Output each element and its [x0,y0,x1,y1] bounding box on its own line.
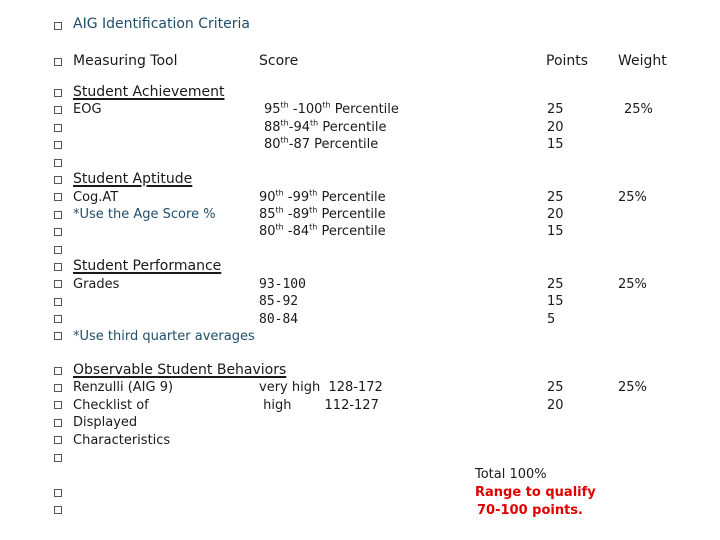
score-range: 90th -99th Percentile [259,188,386,205]
score-range: 88th-94th Percentile [264,118,387,135]
qualify-range-label: Range to qualify [475,485,596,500]
bullet-icon [54,332,62,340]
bullet-icon [54,419,62,427]
points-value: 25 [547,380,564,395]
bullet-icon [54,106,62,114]
points-value: 5 [547,312,556,327]
weight-value: 25% [624,102,653,117]
points-value: 15 [547,137,564,152]
bullet-icon [54,315,62,323]
score-range: 80th-87 Percentile [264,135,379,152]
bullet-icon [54,211,62,219]
performance-note: *Use third quarter averages [73,329,255,344]
points-value: 15 [547,294,564,309]
weight-value: 25% [618,190,647,205]
bullet-icon [54,58,62,66]
bullet-icon [54,298,62,306]
score-range: 85th -89th Percentile [259,205,386,222]
bullet-icon [54,124,62,132]
bullet-icon [54,506,62,514]
score-range: 80-84 [259,312,299,327]
tool-renzulli: Renzulli (AIG 9) [73,380,174,395]
points-value: 20 [547,398,564,413]
bullet-icon [54,436,62,444]
tool-eog: EOG [73,102,102,117]
aptitude-note: *Use the Age Score % [73,207,216,222]
bullet-icon [54,280,62,288]
points-value: 25 [547,190,564,205]
bullet-icon [54,454,62,462]
bullet-icon [54,489,62,497]
section-heading-behaviors: Observable Student Behaviors [73,362,287,378]
points-value: 15 [547,224,564,239]
bullet-icon [54,193,62,201]
bullet-icon [54,89,62,97]
score-range: 80th -84th Percentile [259,222,386,239]
header-points: Points [546,53,589,69]
bullet-icon [54,141,62,149]
bullet-icon [54,384,62,392]
bullet-icon [54,367,62,375]
header-weight: Weight [618,53,667,69]
bullet-icon [54,228,62,236]
points-value: 20 [547,120,564,135]
points-value: 25 [547,277,564,292]
section-heading-achievement: Student Achievement [73,84,225,100]
section-heading-performance: Student Performance [73,258,222,274]
bullet-icon [54,246,62,254]
tool-grades: Grades [73,277,120,292]
bullet-icon [54,401,62,409]
header-measuring-tool: Measuring Tool [73,53,178,69]
tool-renzulli: Characteristics [73,433,171,448]
score-range: high 112-127 [259,398,379,413]
qualify-range-value: 70-100 points. [477,503,583,518]
tool-cogat: Cog.AT [73,190,119,205]
score-range: 85-92 [259,294,299,309]
bullet-icon [54,263,62,271]
tool-renzulli: Displayed [73,415,138,430]
score-range: 95th -100th Percentile [264,100,399,117]
score-range: 93-100 [259,277,306,292]
points-value: 25 [547,102,564,117]
bullet-icon [54,22,62,30]
weight-value: 25% [618,380,647,395]
total-label: Total 100% [475,467,547,482]
tool-renzulli: Checklist of [73,398,149,413]
points-value: 20 [547,207,564,222]
weight-value: 25% [618,277,647,292]
bullet-icon [54,176,62,184]
page-title: AIG Identification Criteria [73,16,250,32]
score-range: very high 128-172 [259,380,383,395]
section-heading-aptitude: Student Aptitude [73,171,193,187]
bullet-icon [54,159,62,167]
header-score: Score [259,53,299,69]
